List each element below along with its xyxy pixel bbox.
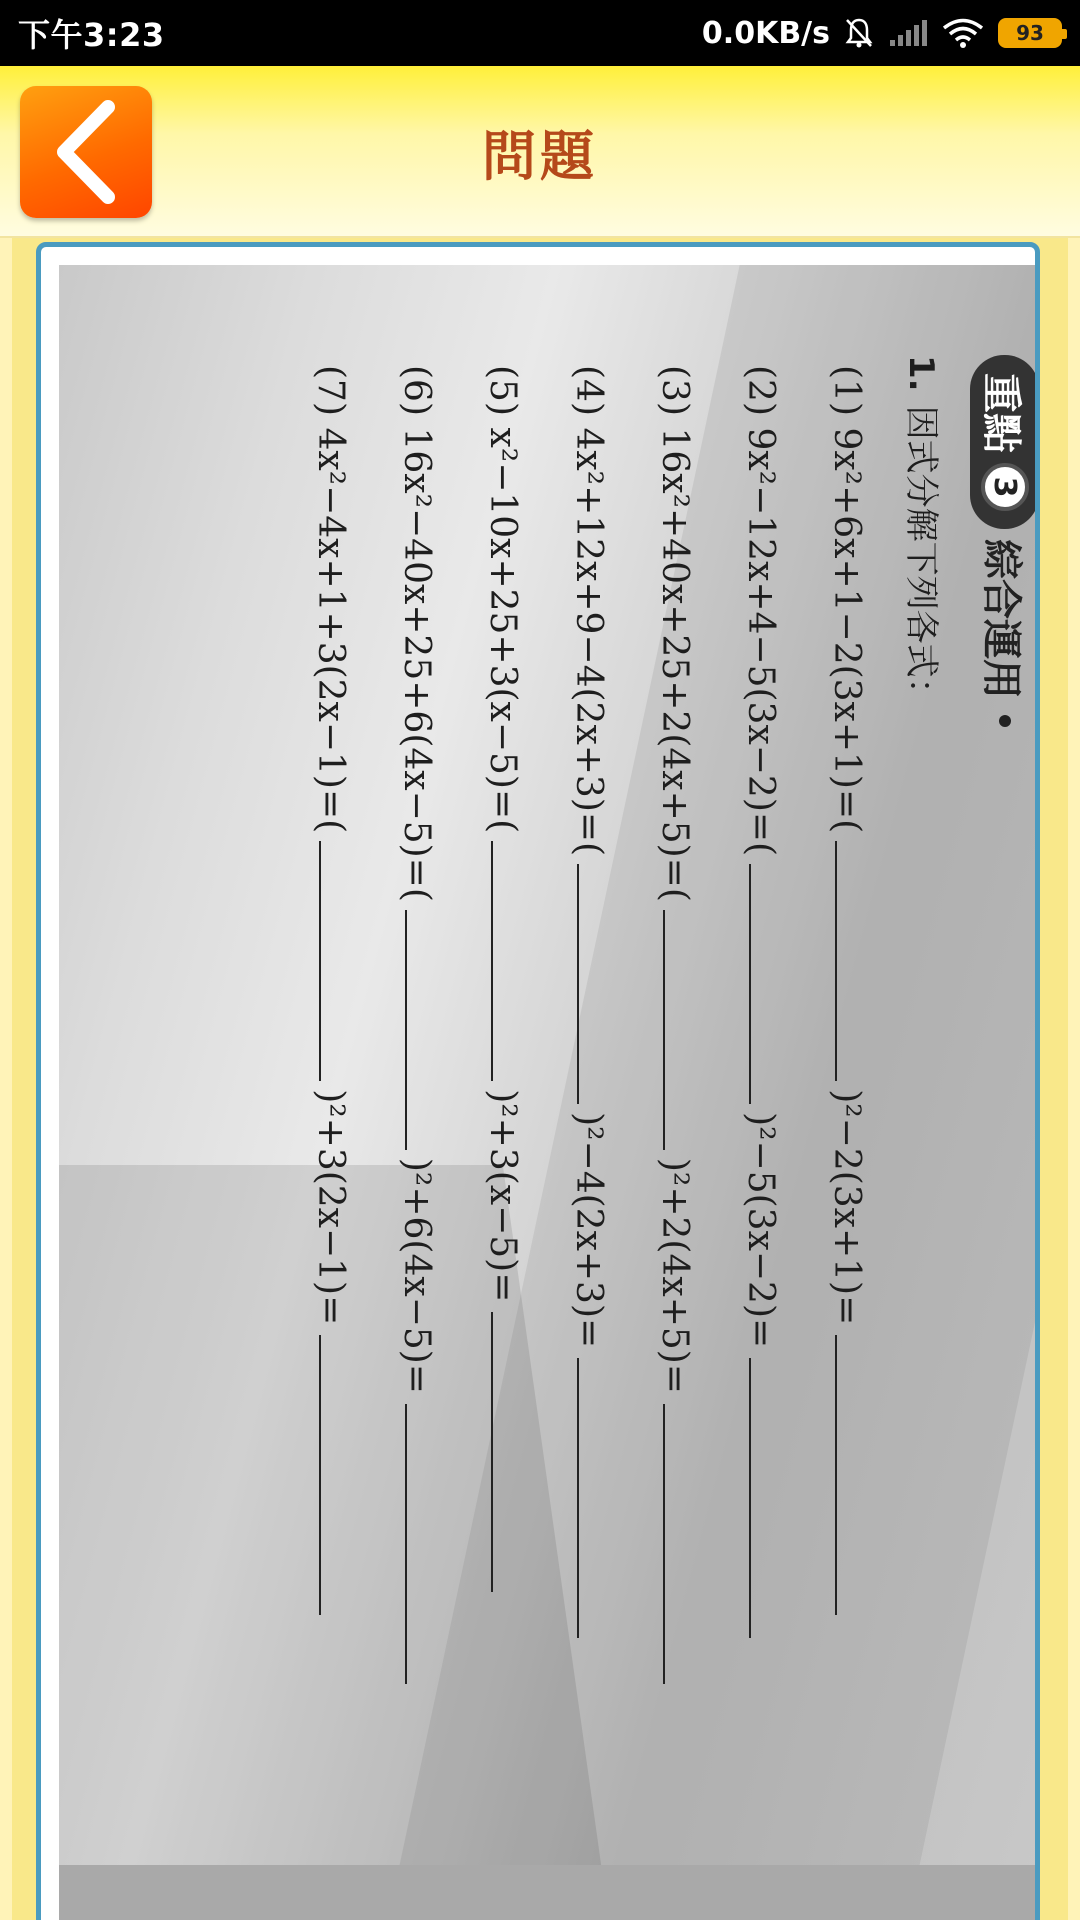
- answer-blank: [319, 841, 353, 1081]
- problem-label: (4): [568, 365, 609, 416]
- problem-expression: 4x²−4x+1+3(2x−1)=(: [310, 427, 351, 834]
- answer-line: [577, 1358, 611, 1638]
- question-photo[interactable]: [59, 265, 1039, 1920]
- problem-row: [809, 365, 869, 1615]
- bell-muted-icon: [844, 17, 874, 49]
- answer-blank: [577, 864, 611, 1104]
- problem-row: [293, 365, 353, 1615]
- battery-icon: [998, 18, 1062, 48]
- worksheet: [59, 355, 1039, 1915]
- bullet-dot: [999, 715, 1011, 727]
- problem-label: (1): [826, 365, 867, 416]
- answer-line: [749, 1358, 783, 1638]
- problem-label: (7): [310, 365, 351, 416]
- problem-row: [637, 365, 697, 1684]
- answer-blank: [491, 841, 525, 1081]
- problem-expression: 9x²+6x+1−2(3x+1)=(: [826, 427, 867, 834]
- network-speed: 0.0KB/s: [701, 15, 830, 51]
- wifi-icon: [942, 17, 984, 49]
- problem-label: (3): [654, 365, 695, 416]
- side-strip-right: [1068, 238, 1080, 1920]
- problem-expression: 4x²+12x+9−4(2x+3)=(: [568, 427, 609, 857]
- status-bar: [0, 0, 1080, 66]
- back-button[interactable]: [20, 86, 152, 218]
- problem-rewrite: )²−4(2x+3)=: [568, 1112, 609, 1349]
- answer-blank: [663, 910, 697, 1150]
- answer-line: [491, 1312, 525, 1592]
- instruction-number: 1.: [901, 355, 941, 392]
- problem-row: [551, 365, 611, 1638]
- instruction-text: 因式分解下列各式：: [901, 405, 941, 712]
- signal-icon: [888, 18, 928, 48]
- problem-rewrite: )²+6(4x−5)=: [396, 1157, 437, 1394]
- problem-rewrite: )²+3(x−5)=: [482, 1089, 523, 1303]
- answer-blank: [405, 910, 439, 1150]
- answer-line: [319, 1335, 353, 1615]
- answer-line: [835, 1335, 869, 1615]
- page-title: 問題: [482, 124, 598, 188]
- problem-label: (6): [396, 365, 437, 416]
- problem-rewrite: )²−5(3x−2)=: [740, 1112, 781, 1349]
- app-header: [0, 66, 1080, 238]
- answer-blank: [835, 841, 869, 1081]
- status-indicators: [702, 16, 1062, 51]
- status-time: 下午3:23: [18, 16, 165, 54]
- section-label: 重點: [978, 373, 1025, 453]
- problem-row: [723, 365, 783, 1638]
- section-badge: [971, 355, 1040, 529]
- answer-blank: [749, 864, 783, 1104]
- side-strip-left: [0, 238, 12, 1920]
- problem-label: (2): [740, 365, 781, 416]
- section-topic: 綜合運用: [978, 539, 1025, 699]
- problem-row: [465, 365, 525, 1592]
- problem-expression: 16x²+40x+25+2(4x+5)=(: [654, 427, 695, 902]
- problem-rewrite: )²+3(2x−1)=: [310, 1089, 351, 1326]
- answer-line: [663, 1404, 697, 1684]
- question-image-card[interactable]: [36, 242, 1040, 1920]
- answer-line: [405, 1404, 439, 1684]
- problem-label: (5): [482, 365, 523, 416]
- photo-bottom-edge: [59, 1865, 1039, 1920]
- chevron-left-icon: [46, 97, 126, 207]
- section-number: 3: [981, 463, 1029, 511]
- problem-expression: x²−10x+25+3(x−5)=(: [482, 427, 523, 834]
- content-area: [0, 238, 1080, 1920]
- problem-rewrite: )²+2(4x+5)=: [654, 1157, 695, 1394]
- problem-rewrite: )²−2(3x+1)=: [826, 1089, 867, 1326]
- problem-expression: 9x²−12x+4−5(3x−2)=(: [740, 427, 781, 857]
- section-header: [971, 355, 1039, 727]
- problem-expression: 16x²−40x+25+6(4x−5)=(: [396, 427, 437, 902]
- instruction: [900, 355, 949, 712]
- problem-row: [379, 365, 439, 1684]
- battery-level: 93: [1016, 21, 1044, 45]
